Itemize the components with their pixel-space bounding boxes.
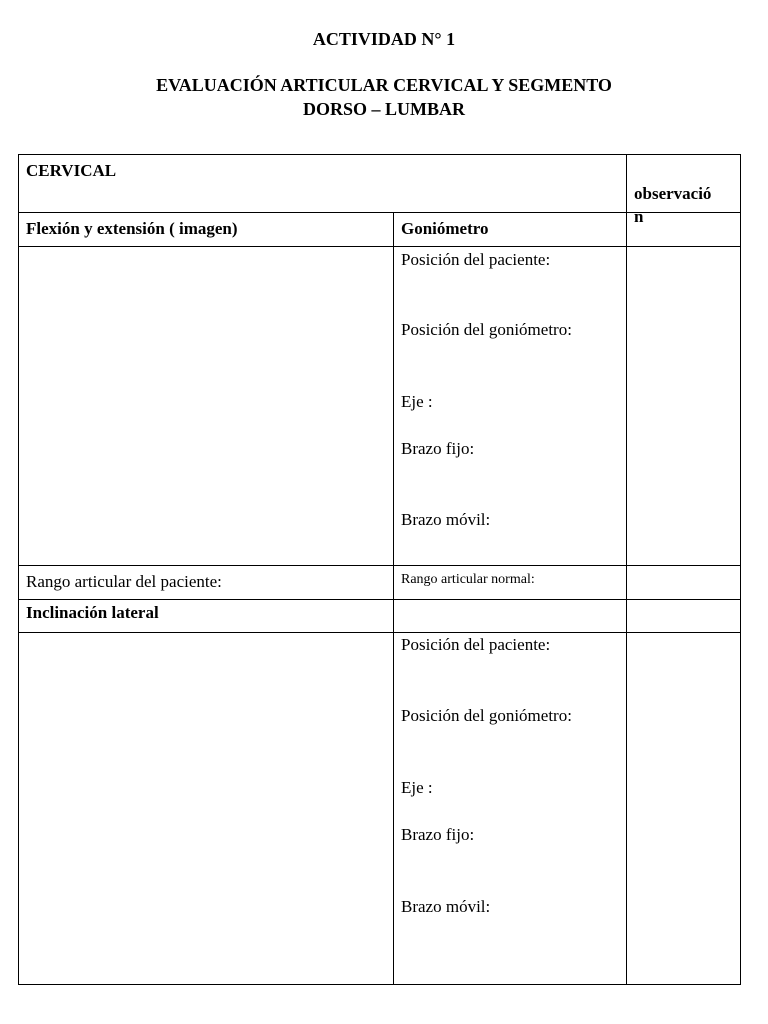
- observation-cell-4[interactable]: [627, 600, 741, 633]
- document-title-line2: DORSO – LUMBAR: [302, 99, 465, 119]
- goniometer-details-1[interactable]: [394, 247, 627, 566]
- goniometer-header-cell: [394, 213, 627, 247]
- patient-position-label-2: Posición del paciente:: [401, 635, 551, 654]
- observation-cell-2[interactable]: [627, 247, 741, 566]
- goniometer-details-2[interactable]: [394, 633, 627, 985]
- normal-range-cell[interactable]: [394, 566, 627, 600]
- goniometer-position-label-2: Posición del goniómetro:: [401, 706, 572, 725]
- mobile-arm-label-2: Brazo móvil:: [401, 897, 491, 916]
- evaluation-table: [18, 154, 741, 985]
- section-label: CERVICAL: [26, 161, 117, 180]
- movement2-title-cell: [19, 600, 394, 633]
- document-title-line1: EVALUACIÓN ARTICULAR CERVICAL Y SEGMENTO: [156, 75, 612, 95]
- normal-range-label: Rango articular normal:: [401, 572, 535, 587]
- fixed-arm-label: Brazo fijo:: [401, 439, 475, 458]
- observation-cell-5[interactable]: [627, 633, 741, 985]
- axis-label: Eje :: [401, 392, 433, 411]
- patient-range-label: Rango articular del paciente:: [26, 572, 222, 591]
- axis-label-2: Eje :: [401, 778, 433, 797]
- image-area-1[interactable]: [19, 247, 394, 566]
- movement1-title-cell: [19, 213, 394, 247]
- observation-header: [627, 155, 741, 226]
- image-area-2[interactable]: [19, 633, 394, 985]
- goniometer-header: Goniómetro: [401, 219, 489, 238]
- fixed-arm-label-2: Brazo fijo:: [401, 825, 475, 844]
- observation-cell-1[interactable]: [627, 213, 741, 247]
- observation-header-label: observació n: [634, 184, 712, 226]
- observation-cell-3[interactable]: [627, 566, 741, 600]
- patient-range-cell[interactable]: [19, 566, 394, 600]
- section-header-cervical: [19, 155, 627, 213]
- movement2-title: Inclinación lateral: [26, 603, 159, 622]
- goniometer-header-cell-2[interactable]: [394, 600, 627, 633]
- movement1-title: Flexión y extensión ( imagen): [26, 219, 238, 238]
- goniometer-position-label: Posición del goniómetro:: [401, 320, 572, 339]
- activity-title: ACTIVIDAD N° 1: [312, 29, 456, 49]
- patient-position-label: Posición del paciente:: [401, 250, 551, 269]
- mobile-arm-label: Brazo móvil:: [401, 510, 491, 529]
